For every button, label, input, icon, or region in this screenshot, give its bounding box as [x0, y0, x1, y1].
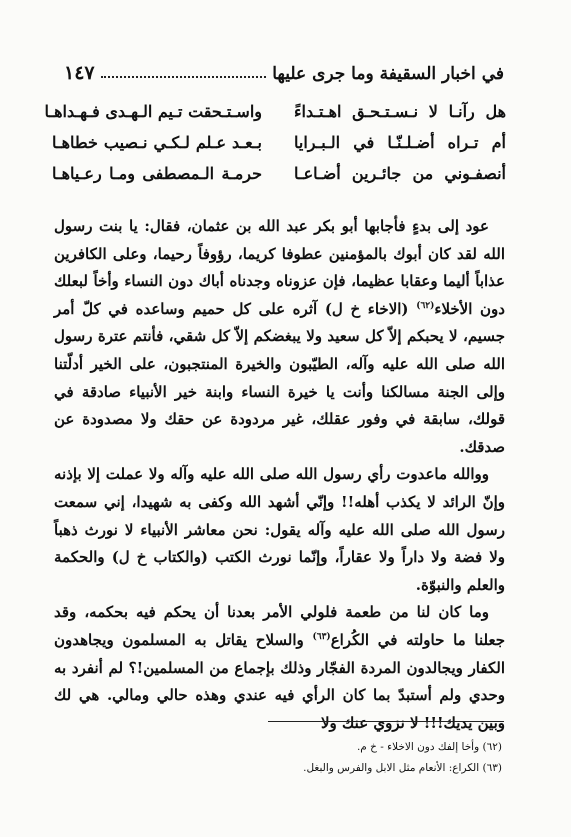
paragraph: ووالله ماعدوت رأي رسول الله صلى الله عليه وآله ولا عملت إلا بإذنه وإنّ الرائد لا يكذب أهله!! وإنّي أشهد الله وكفى به شهيدا، إني سمعت رسول الله صلى الله عليه وآله يقول: نحن معاشر الأنبياء لا نورث ذهباً ولا فضة ولا داراً ولا عقاراً، وإنّما نورث الكتب (والكتاب خ ل) والحكمة والعلم والنبوّة.: [54, 465, 505, 594]
dotted-leader: [101, 76, 267, 78]
verse-line: [52, 158, 506, 189]
paragraph-text: وما كان لنا من طعمة فلولي الأمر بعدنا أن يحكم فيه بحكمه، وقد جعلنا ما حاولته في الكُراع: [54, 603, 505, 649]
paragraph: [54, 213, 505, 461]
verse-second-hemistich: حرمـة الـمصطفى ومـا رعـياهـا: [52, 164, 262, 183]
verse-second-hemistich: واسـتـحقت تـيم الـهـدى فـهـداهـا: [44, 102, 262, 121]
verse-first-hemistich: أنصفـوني من جائـرين أضـاعـا: [294, 164, 506, 183]
footnote-ref: (٦٢): [416, 300, 435, 311]
paragraph-text: عود إلى بدءٍ فأجابها أبو بكر عبد الله بن عثمان، فقال: يا بنت رسول الله لقد كان أبوك بالمؤمنين عطوفا كريما، رؤوفاً رحيما، وعلى الكافرين عذاباً أليما وعقابا عظيما، فإن عزوناه وجدناه أباك دون النساء وأخاً لبعلك دون الأخلاء: [54, 217, 505, 318]
page-number: ١٤٧: [64, 62, 95, 84]
main-text: [54, 213, 505, 737]
verse-first-hemistich: أم تـراه أضـلـنّـا في الـبـرايا: [294, 133, 506, 152]
verse-line: [52, 127, 506, 158]
running-header: [64, 58, 504, 84]
footnote: (٦٣) الكراع: الأنعام مثل الابل والفرس والبغل.: [303, 762, 502, 774]
verse-first-hemistich: هل رآنـا لا نـسـتـحـق اهـتـداءً: [294, 102, 506, 121]
footnote-ref: (٦٣): [312, 631, 331, 642]
poem-verses: [44, 96, 506, 189]
verse-second-hemistich: بـعـد عـلم لـكـي نـصيب خطاهـا: [52, 133, 262, 152]
footnotes: [150, 737, 502, 779]
footnote-divider: [268, 721, 504, 722]
footnote: (٦٢) وأخا إلفك دون الاخلاء - خ م.: [356, 741, 502, 753]
paragraph-text: والسلاح يقاتل به المسلمون ويجاهدون الكفار ويجالدون المردة الفجّار وذلك بإجماع من المسلمين!؟ لم أنفرد به وحدي ولم أستبدّ بما كان الرأي فيه عندي وهذه حالي ومالي. هي لك وبين يديك!!! لا نزوي عنك ولا: [54, 630, 505, 732]
paragraph: [54, 599, 505, 737]
running-title: في اخبار السقيفة وما جرى عليها: [272, 64, 504, 84]
verse-line: [44, 96, 506, 127]
paragraph-text: (الاخاء خ ل) آثره على كل حميم وساعده في كلّ أمر جسيم، لا يحبكم إلاّ كل سعيد ولا يبغضكم إلاّ كل شقي، فأنتم عترة رسول الله صلى الله عليه وآله، الطيّبون والخيرة المنتجبون، على الخير أدلّتنا وإلى الجنة مسالكنا وأنت يا خيرة النساء وابنة خير الأنبياء صادقة في قولك، سابقة في وفور عقلك، غير مردودة عن حقك ولا مصدودة عن صدقك.: [54, 299, 505, 456]
